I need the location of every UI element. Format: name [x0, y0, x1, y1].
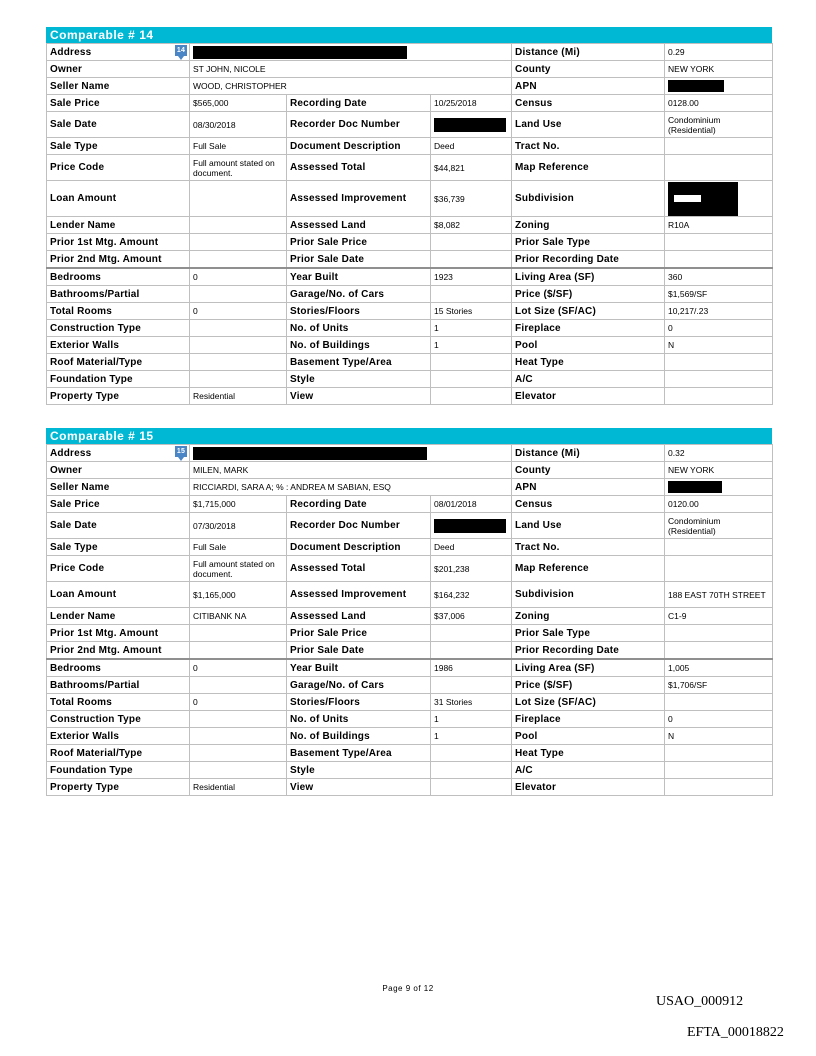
view-value	[431, 388, 512, 405]
style-label: Style	[287, 371, 431, 388]
heat-type-label: Heat Type	[512, 354, 665, 371]
view-label: View	[287, 779, 431, 796]
prior-sale-date-value	[431, 251, 512, 269]
elevator-value	[665, 388, 773, 405]
construction-type-label: Construction Type	[47, 320, 190, 337]
elevator-label: Elevator	[512, 388, 665, 405]
table-row	[47, 762, 773, 779]
garage-label: Garage/No. of Cars	[287, 677, 431, 694]
roof-material-value	[190, 745, 287, 762]
basement-value	[431, 745, 512, 762]
subdivision-value: 188 EAST 70TH STREET	[665, 582, 773, 608]
garage-value	[431, 286, 512, 303]
table-row	[47, 677, 773, 694]
prior-sale-type-label: Prior Sale Type	[512, 234, 665, 251]
price-code-label: Price Code	[47, 155, 190, 181]
owner-value: ST JOHN, NICOLE	[190, 61, 512, 78]
table-row	[47, 556, 773, 582]
table-row	[47, 479, 773, 496]
stories-floors-label: Stories/Floors	[287, 303, 431, 320]
county-value: NEW YORK	[665, 61, 773, 78]
table-row	[47, 642, 773, 660]
tract-no-value	[665, 539, 773, 556]
recording-date-value: 08/01/2018	[431, 496, 512, 513]
exterior-walls-label: Exterior Walls	[47, 728, 190, 745]
redaction-box	[434, 519, 506, 533]
year-built-label: Year Built	[287, 659, 431, 677]
table-row	[47, 462, 773, 479]
prior-sale-price-label: Prior Sale Price	[287, 625, 431, 642]
property-type-label: Property Type	[47, 779, 190, 796]
redaction-box	[193, 447, 427, 460]
assessed-land-label: Assessed Land	[287, 217, 431, 234]
table-row	[47, 513, 773, 539]
heat-type-value	[665, 354, 773, 371]
recorder-doc-number-value	[431, 112, 512, 138]
assessed-improvement-value: $164,232	[431, 582, 512, 608]
land-use-value: Condominium (Residential)	[665, 513, 773, 539]
garage-label: Garage/No. of Cars	[287, 286, 431, 303]
construction-type-label: Construction Type	[47, 711, 190, 728]
table-row	[47, 78, 773, 95]
table-row	[47, 371, 773, 388]
living-area-label: Living Area (SF)	[512, 268, 665, 286]
sale-date-value: 08/30/2018	[190, 112, 287, 138]
sale-price-label: Sale Price	[47, 95, 190, 112]
sale-date-value: 07/30/2018	[190, 513, 287, 539]
fireplace-value: 0	[665, 711, 773, 728]
assessed-total-label: Assessed Total	[287, 556, 431, 582]
zoning-label: Zoning	[512, 608, 665, 625]
price-code-value: Full amount stated on document.	[190, 556, 287, 582]
table-row	[47, 217, 773, 234]
prior-sale-price-label: Prior Sale Price	[287, 234, 431, 251]
roof-material-value	[190, 354, 287, 371]
assessed-improvement-label: Assessed Improvement	[287, 582, 431, 608]
prior-2nd-mtg-value	[190, 642, 287, 660]
ac-label: A/C	[512, 371, 665, 388]
table-row	[47, 711, 773, 728]
table-row	[47, 155, 773, 181]
tract-no-label: Tract No.	[512, 539, 665, 556]
recorder-doc-number-label: Recorder Doc Number	[287, 513, 431, 539]
table-row	[47, 625, 773, 642]
sale-type-value: Full Sale	[190, 138, 287, 155]
prior-sale-price-value	[431, 625, 512, 642]
sale-date-label: Sale Date	[47, 513, 190, 539]
address-label: Address 15	[47, 445, 190, 462]
lender-name-value	[190, 217, 287, 234]
living-area-value: 360	[665, 268, 773, 286]
living-area-label: Living Area (SF)	[512, 659, 665, 677]
address-value	[190, 44, 512, 61]
table-row	[47, 728, 773, 745]
no-of-units-value: 1	[431, 711, 512, 728]
subdivision-label: Subdivision	[512, 582, 665, 608]
apn-label: APN	[512, 78, 665, 95]
loan-amount-label: Loan Amount	[47, 582, 190, 608]
lot-size-value	[665, 694, 773, 711]
document-description-value: Deed	[431, 138, 512, 155]
basement-label: Basement Type/Area	[287, 354, 431, 371]
tract-no-value	[665, 138, 773, 155]
loan-amount-label: Loan Amount	[47, 181, 190, 217]
pool-label: Pool	[512, 728, 665, 745]
table-row	[47, 745, 773, 762]
address-value	[190, 445, 512, 462]
land-use-label: Land Use	[512, 112, 665, 138]
construction-type-value	[190, 320, 287, 337]
style-value	[431, 371, 512, 388]
prior-1st-mtg-label: Prior 1st Mtg. Amount	[47, 625, 190, 642]
table-row	[47, 320, 773, 337]
subdivision-label: Subdivision	[512, 181, 665, 217]
prior-2nd-mtg-value	[190, 251, 287, 269]
stories-floors-value: 15 Stories	[431, 303, 512, 320]
recording-date-value: 10/25/2018	[431, 95, 512, 112]
no-of-units-value: 1	[431, 320, 512, 337]
property-type-value: Residential	[190, 779, 287, 796]
sale-price-label: Sale Price	[47, 496, 190, 513]
ac-value	[665, 762, 773, 779]
map-reference-label: Map Reference	[512, 556, 665, 582]
table-row	[47, 496, 773, 513]
prior-recording-date-value	[665, 642, 773, 660]
lot-size-label: Lot Size (SF/AC)	[512, 303, 665, 320]
price-per-sf-label: Price ($/SF)	[512, 286, 665, 303]
assessed-improvement-value: $36,739	[431, 181, 512, 217]
table-row	[47, 251, 773, 269]
table-row	[47, 659, 773, 677]
document-description-value: Deed	[431, 539, 512, 556]
bedrooms-label: Bedrooms	[47, 659, 190, 677]
fireplace-value: 0	[665, 320, 773, 337]
bathrooms-label: Bathrooms/Partial	[47, 677, 190, 694]
pool-label: Pool	[512, 337, 665, 354]
foundation-type-label: Foundation Type	[47, 762, 190, 779]
redaction-box	[434, 118, 506, 132]
sale-price-value: $1,715,000	[190, 496, 287, 513]
zoning-label: Zoning	[512, 217, 665, 234]
ac-label: A/C	[512, 762, 665, 779]
prior-1st-mtg-label: Prior 1st Mtg. Amount	[47, 234, 190, 251]
no-of-buildings-value: 1	[431, 728, 512, 745]
loan-amount-value	[190, 181, 287, 217]
table-row	[47, 337, 773, 354]
tract-no-label: Tract No.	[512, 138, 665, 155]
assessed-improvement-label: Assessed Improvement	[287, 181, 431, 217]
comparable-title: Comparable # 15	[46, 428, 772, 444]
price-per-sf-value: $1,706/SF	[665, 677, 773, 694]
apn-label: APN	[512, 479, 665, 496]
no-of-units-label: No. of Units	[287, 320, 431, 337]
distance-value: 0.32	[665, 445, 773, 462]
basement-label: Basement Type/Area	[287, 745, 431, 762]
view-label: View	[287, 388, 431, 405]
table-row	[47, 181, 773, 217]
redaction-box	[668, 481, 722, 493]
owner-label: Owner	[47, 61, 190, 78]
county-label: County	[512, 61, 665, 78]
assessed-land-label: Assessed Land	[287, 608, 431, 625]
subdivision-value	[665, 181, 773, 217]
loan-amount-value: $1,165,000	[190, 582, 287, 608]
land-use-value: Condominium (Residential)	[665, 112, 773, 138]
lender-name-label: Lender Name	[47, 608, 190, 625]
map-marker-icon: 15	[176, 448, 186, 455]
document-description-label: Document Description	[287, 138, 431, 155]
total-rooms-value: 0	[190, 303, 287, 320]
total-rooms-label: Total Rooms	[47, 303, 190, 320]
comparable-details-table	[46, 43, 773, 405]
lender-name-value: CITIBANK NA	[190, 608, 287, 625]
price-code-label: Price Code	[47, 556, 190, 582]
fireplace-label: Fireplace	[512, 320, 665, 337]
sale-type-value: Full Sale	[190, 539, 287, 556]
year-built-label: Year Built	[287, 268, 431, 286]
view-value	[431, 779, 512, 796]
property-type-label: Property Type	[47, 388, 190, 405]
owner-value: MILEN, MARK	[190, 462, 512, 479]
apn-value	[665, 78, 773, 95]
seller-name-value: RICCIARDI, SARA A; % : ANDREA M SABIAN, ESQ	[190, 479, 512, 496]
distance-label: Distance (Mi)	[512, 44, 665, 61]
no-of-buildings-value: 1	[431, 337, 512, 354]
elevator-label: Elevator	[512, 779, 665, 796]
table-row	[47, 112, 773, 138]
table-row	[47, 608, 773, 625]
living-area-value: 1,005	[665, 659, 773, 677]
distance-label: Distance (Mi)	[512, 445, 665, 462]
prior-sale-type-value	[665, 625, 773, 642]
stories-floors-value: 31 Stories	[431, 694, 512, 711]
assessed-total-label: Assessed Total	[287, 155, 431, 181]
table-row	[47, 234, 773, 251]
table-row	[47, 354, 773, 371]
heat-type-label: Heat Type	[512, 745, 665, 762]
prior-sale-date-label: Prior Sale Date	[287, 642, 431, 660]
redaction-box	[668, 182, 738, 216]
price-per-sf-value: $1,569/SF	[665, 286, 773, 303]
map-reference-value	[665, 155, 773, 181]
ac-value	[665, 371, 773, 388]
table-row	[47, 388, 773, 405]
document-description-label: Document Description	[287, 539, 431, 556]
fireplace-label: Fireplace	[512, 711, 665, 728]
comparable-15-section	[46, 428, 772, 796]
sale-date-label: Sale Date	[47, 112, 190, 138]
construction-type-value	[190, 711, 287, 728]
table-row	[47, 445, 773, 462]
table-row	[47, 61, 773, 78]
prior-sale-price-value	[431, 234, 512, 251]
prior-1st-mtg-value	[190, 234, 287, 251]
prior-2nd-mtg-label: Prior 2nd Mtg. Amount	[47, 251, 190, 269]
foundation-type-label: Foundation Type	[47, 371, 190, 388]
recording-date-label: Recording Date	[287, 496, 431, 513]
sale-type-label: Sale Type	[47, 539, 190, 556]
prior-sale-date-value	[431, 642, 512, 660]
exterior-walls-value	[190, 337, 287, 354]
prior-recording-date-label: Prior Recording Date	[512, 251, 665, 269]
style-value	[431, 762, 512, 779]
land-use-label: Land Use	[512, 513, 665, 539]
distance-value: 0.29	[665, 44, 773, 61]
census-value: 0128.00	[665, 95, 773, 112]
comparable-title: Comparable # 14	[46, 27, 772, 43]
comparable-14-section	[46, 27, 772, 405]
address-label: Address 14	[47, 44, 190, 61]
bedrooms-value: 0	[190, 268, 287, 286]
lot-size-value: 10,217/.23	[665, 303, 773, 320]
owner-label: Owner	[47, 462, 190, 479]
county-label: County	[512, 462, 665, 479]
county-value: NEW YORK	[665, 462, 773, 479]
foundation-type-value	[190, 762, 287, 779]
property-type-value: Residential	[190, 388, 287, 405]
exterior-walls-value	[190, 728, 287, 745]
no-of-buildings-label: No. of Buildings	[287, 337, 431, 354]
garage-value	[431, 677, 512, 694]
table-row	[47, 694, 773, 711]
comparable-details-table	[46, 444, 773, 796]
table-row	[47, 539, 773, 556]
heat-type-value	[665, 745, 773, 762]
table-row	[47, 582, 773, 608]
table-row	[47, 303, 773, 320]
year-built-value: 1923	[431, 268, 512, 286]
prior-sale-type-value	[665, 234, 773, 251]
map-reference-value	[665, 556, 773, 582]
table-row	[47, 138, 773, 155]
redaction-box	[668, 80, 724, 92]
price-per-sf-label: Price ($/SF)	[512, 677, 665, 694]
recording-date-label: Recording Date	[287, 95, 431, 112]
assessed-total-value: $201,238	[431, 556, 512, 582]
price-code-value: Full amount stated on document.	[190, 155, 287, 181]
prior-sale-date-label: Prior Sale Date	[287, 251, 431, 269]
census-label: Census	[512, 95, 665, 112]
pool-value: N	[665, 337, 773, 354]
year-built-value: 1986	[431, 659, 512, 677]
prior-recording-date-value	[665, 251, 773, 269]
total-rooms-label: Total Rooms	[47, 694, 190, 711]
seller-name-value: WOOD, CHRISTOPHER	[190, 78, 512, 95]
census-value: 0120.00	[665, 496, 773, 513]
prior-2nd-mtg-label: Prior 2nd Mtg. Amount	[47, 642, 190, 660]
census-label: Census	[512, 496, 665, 513]
prior-1st-mtg-value	[190, 625, 287, 642]
table-row	[47, 268, 773, 286]
table-row	[47, 95, 773, 112]
basement-value	[431, 354, 512, 371]
bedrooms-label: Bedrooms	[47, 268, 190, 286]
prior-sale-type-label: Prior Sale Type	[512, 625, 665, 642]
bedrooms-value: 0	[190, 659, 287, 677]
apn-value	[665, 479, 773, 496]
table-row	[47, 286, 773, 303]
map-reference-label: Map Reference	[512, 155, 665, 181]
zoning-value: R10A	[665, 217, 773, 234]
no-of-buildings-label: No. of Buildings	[287, 728, 431, 745]
bathrooms-label: Bathrooms/Partial	[47, 286, 190, 303]
seller-name-label: Seller Name	[47, 479, 190, 496]
recorder-doc-number-value	[431, 513, 512, 539]
foundation-type-value	[190, 371, 287, 388]
elevator-value	[665, 779, 773, 796]
bates-number: USAO_000912	[656, 994, 744, 1009]
table-row	[47, 779, 773, 796]
table-row	[47, 44, 773, 61]
recorder-doc-number-label: Recorder Doc Number	[287, 112, 431, 138]
roof-material-label: Roof Material/Type	[47, 354, 190, 371]
sale-type-label: Sale Type	[47, 138, 190, 155]
zoning-value: C1-9	[665, 608, 773, 625]
bates-number-secondary: EFTA_00018822	[687, 1025, 784, 1040]
pool-value: N	[665, 728, 773, 745]
roof-material-label: Roof Material/Type	[47, 745, 190, 762]
sale-price-value: $565,000	[190, 95, 287, 112]
lender-name-label: Lender Name	[47, 217, 190, 234]
total-rooms-value: 0	[190, 694, 287, 711]
assessed-land-value: $37,006	[431, 608, 512, 625]
redaction-box	[193, 46, 407, 59]
bathrooms-value	[190, 286, 287, 303]
assessed-total-value: $44,821	[431, 155, 512, 181]
lot-size-label: Lot Size (SF/AC)	[512, 694, 665, 711]
seller-name-label: Seller Name	[47, 78, 190, 95]
stories-floors-label: Stories/Floors	[287, 694, 431, 711]
page-number: Page 9 of 12	[382, 984, 434, 993]
exterior-walls-label: Exterior Walls	[47, 337, 190, 354]
style-label: Style	[287, 762, 431, 779]
prior-recording-date-label: Prior Recording Date	[512, 642, 665, 660]
map-marker-icon: 14	[176, 47, 186, 54]
no-of-units-label: No. of Units	[287, 711, 431, 728]
bathrooms-value	[190, 677, 287, 694]
assessed-land-value: $8,082	[431, 217, 512, 234]
